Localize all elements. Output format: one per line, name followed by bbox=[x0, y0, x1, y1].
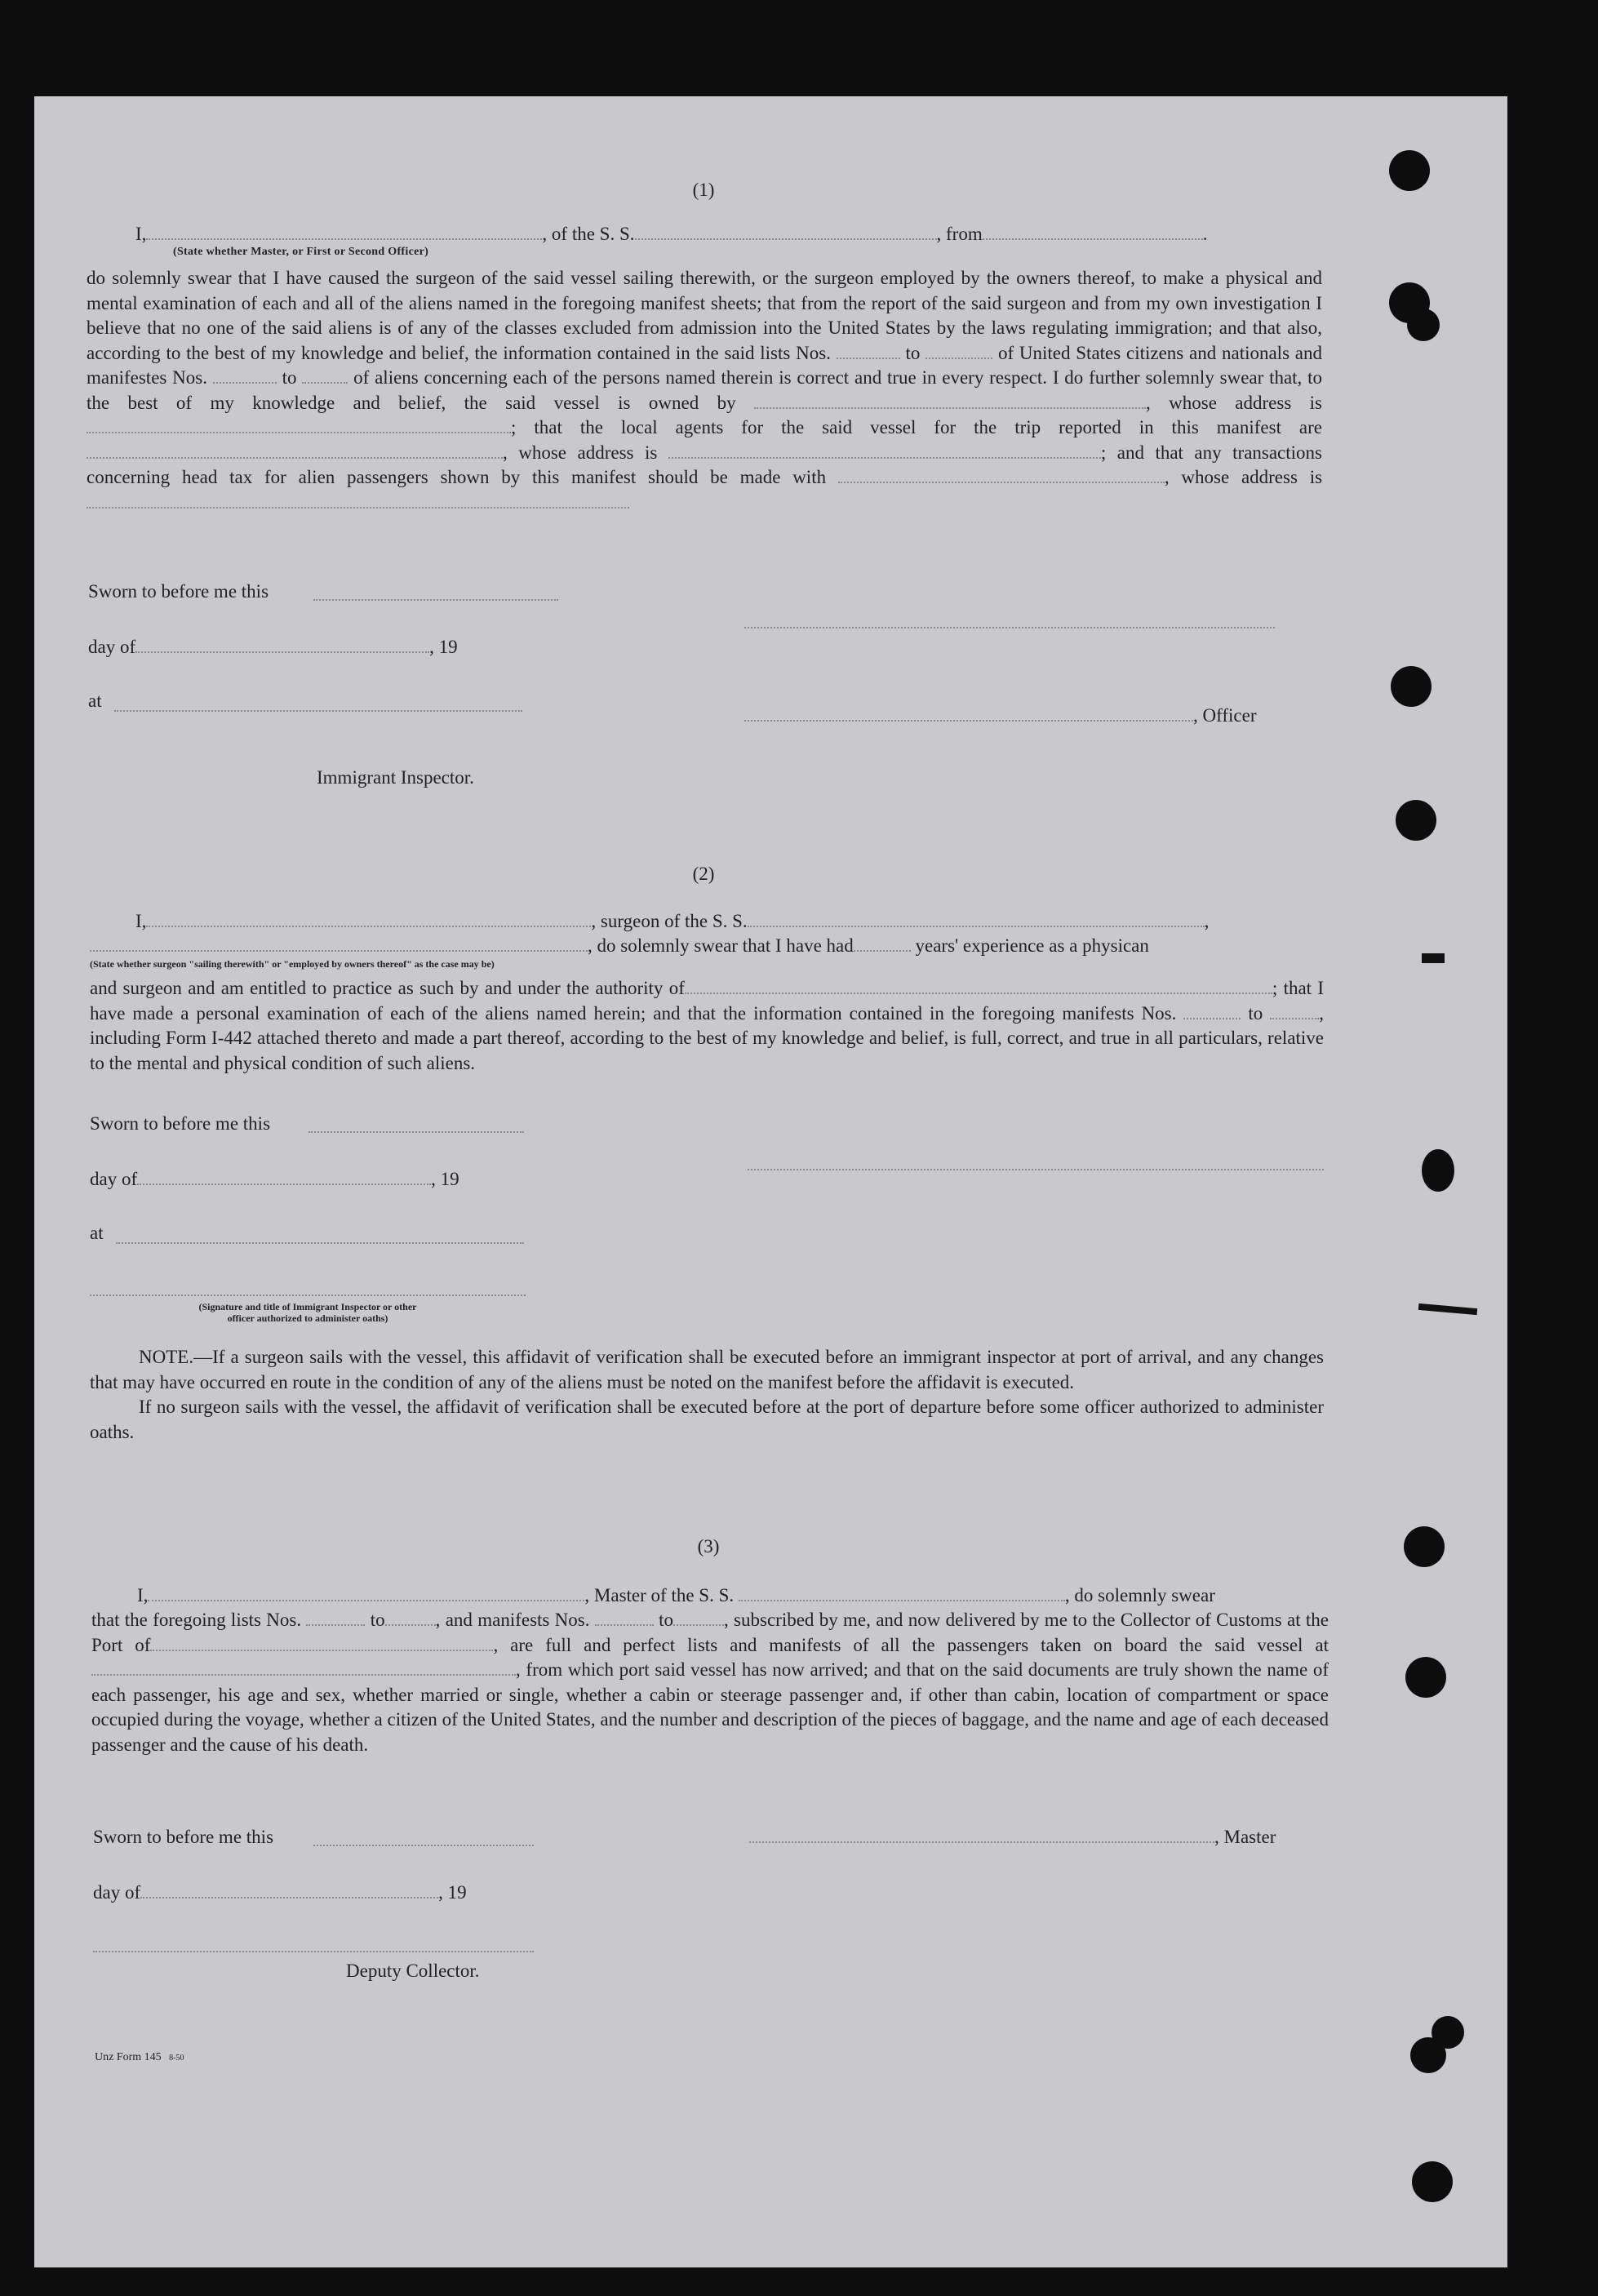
sworn-date-line bbox=[313, 1843, 534, 1846]
surgeon-note: (State whether surgeon "sailing therewith" or "employed by owners thereof" as the case may be) bbox=[90, 958, 495, 970]
binder-hole bbox=[1412, 2161, 1453, 2202]
section-3-paragraph: that the foregoing lists Nos. to , and manifests Nos. to , subscribed by me, and now delivered by me to the Collector of Customs at the Port of , are full and perfect lists and manifests of all the passengers taken on board the said vessel at , from which port said vessel has now arrived; and that on the said documents are truly shown the name of each passenger, his age and sex, whether married or single, whether a cabin or steerage passenger and, if other than cabin, location of compartment or space occupied during the voyage, whether a citizen of the United States, and the number and description of the pieces of baggage, and the name and age of each deceased passenger and the cause of his death. bbox=[91, 1610, 1329, 1755]
binder-hole bbox=[1391, 666, 1432, 707]
section-3-master: , Master bbox=[749, 1825, 1276, 1850]
binder-hole bbox=[1422, 1149, 1454, 1192]
form-sheet bbox=[34, 96, 1507, 2267]
master-note: (State whether Master, or First or Second Officer) bbox=[173, 246, 429, 258]
form-number: Unz Form 145 8-50 bbox=[95, 2051, 184, 2063]
ink-mark bbox=[1418, 1303, 1477, 1315]
at-line bbox=[114, 708, 522, 712]
section-1-sworn: Sworn to before me this bbox=[88, 581, 269, 602]
deputy-signature-line bbox=[93, 1949, 534, 1952]
binder-hole bbox=[1396, 800, 1436, 841]
signature-line bbox=[748, 1167, 1324, 1170]
section-2-paragraph: and surgeon and am entitled to practice as such by and under the authority of ; that I have made a personal examination of each of the aliens named herein; and that the information contained in the foregoing manifests Nos. to , including Form I-442 attached thereto and made a part thereof, according to the best of my knowledge and belief, is full, correct, and true in all particulars, relative to the mental and physical condition of such aliens. bbox=[90, 978, 1325, 1073]
binder-hole bbox=[1404, 1526, 1445, 1567]
ink-mark bbox=[1422, 953, 1445, 963]
section-3-sworn: Sworn to before me this bbox=[93, 1827, 274, 1847]
binder-hole bbox=[1432, 2016, 1464, 2049]
section-1-paragraph: do solemnly swear that I have caused the surgeon of the said vessel sailing therewith, or the surgeon employed by the owners thereof, to make a physical and mental examination of each and all of the aliens named in the foregoing manifest sheets; that from the report of the said surgeon and from my own investigation I believe that no one of the said aliens is of any of the classes excluded from admission into the United States by the laws regulating immigration; and that also, according to the best of my knowledge and belief, the information contained in the said lists Nos. to of United States citizens and nationals and manifestes Nos. to of aliens concerning each of the persons named therein is correct and true in every respect. I do further solemnly swear that, to the best of my knowledge and belief, the said vessel is owned by , whose address is ; that the local agents for the said vessel for the trip reported in this manifest are , whose address is ; and that any transactions concerning head tax for alien passengers shown by this manifest should be made with , whose address is bbox=[87, 266, 1322, 515]
signature-note-line-1: (Signature and title of Immigrant Inspector or other bbox=[198, 1301, 417, 1312]
signature-note bbox=[90, 1301, 526, 1324]
section-2-at: at bbox=[90, 1223, 104, 1243]
binder-hole bbox=[1407, 309, 1440, 341]
binder-hole bbox=[1389, 150, 1430, 191]
sworn-date-line bbox=[313, 597, 558, 601]
section-1-line-1: I, , of the S. S. , from . bbox=[135, 224, 1208, 244]
section-3-day-of: day of , 19 bbox=[93, 1882, 467, 1903]
signature-note-line-2: officer authorized to administer oaths) bbox=[227, 1312, 388, 1324]
note-2: If no surgeon sails with the vessel, the affidavit of verification shall be executed before at the port of departure before some officer authorized to administer oaths. bbox=[90, 1397, 1324, 1442]
section-2-line-1: I, , surgeon of the S. S. , bbox=[135, 911, 1210, 931]
at-line bbox=[116, 1241, 524, 1244]
section-2-number: (2) bbox=[692, 864, 715, 884]
section-1-officer: , Officer bbox=[744, 704, 1256, 728]
section-2-sworn: Sworn to before me this bbox=[90, 1113, 271, 1134]
inspector-signature-line bbox=[90, 1293, 526, 1296]
binder-hole bbox=[1405, 1657, 1446, 1698]
section-1-number: (1) bbox=[692, 180, 715, 200]
section-2-day-of: day of , 19 bbox=[90, 1169, 459, 1189]
immigrant-inspector-label: Immigrant Inspector. bbox=[317, 767, 474, 788]
note-1: NOTE.—If a surgeon sails with the vessel, this affidavit of verification shall be executed before an immigrant inspector at port of arrival, and any changes that may have occurred en route in the condition of any of the aliens must be noted on the manifest before the affidavit is executed. bbox=[90, 1347, 1324, 1392]
section-2-line-2: , do solemnly swear that I have had years' experience as a physican bbox=[90, 934, 1149, 958]
section-1-at: at bbox=[88, 691, 102, 711]
note-paragraph bbox=[90, 1345, 1324, 1445]
section-3-line-1: I, , Master of the S. S. , do solemnly swear bbox=[137, 1585, 1215, 1605]
section-3-number: (3) bbox=[697, 1536, 720, 1557]
signature-line bbox=[744, 625, 1275, 628]
sworn-date-line bbox=[309, 1130, 524, 1133]
deputy-collector-label: Deputy Collector. bbox=[346, 1961, 480, 1981]
section-1-day-of: day of , 19 bbox=[88, 637, 458, 657]
